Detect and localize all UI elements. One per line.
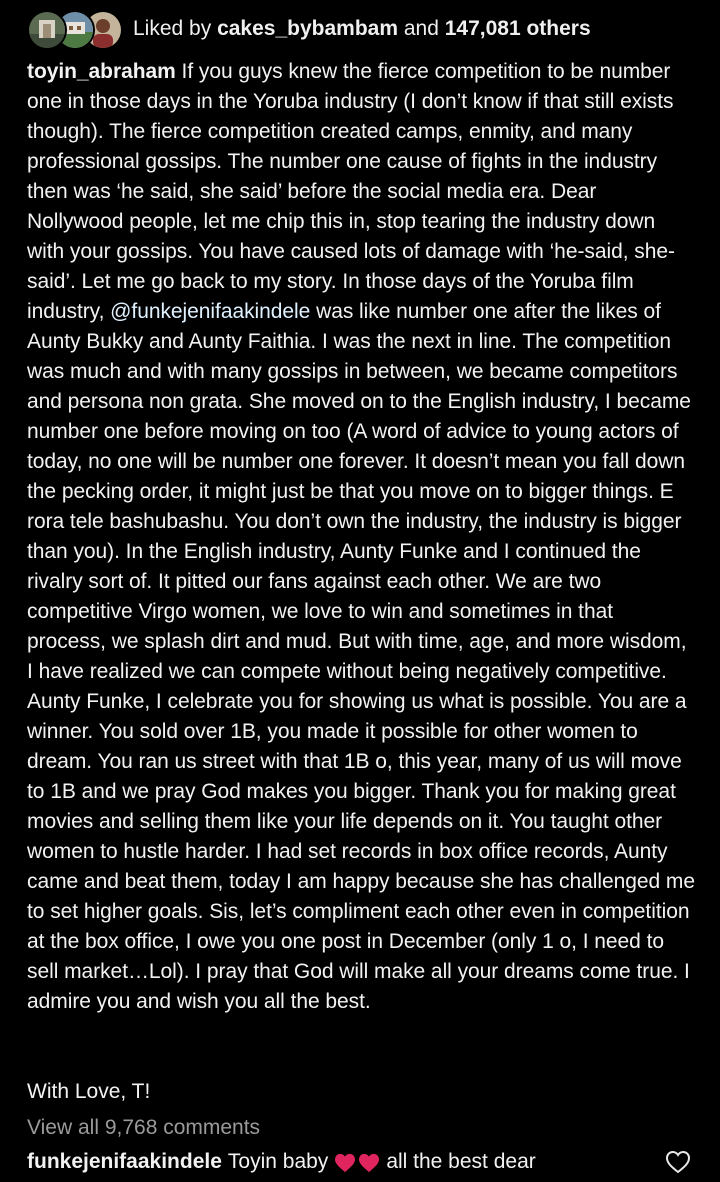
liker-username[interactable]: cakes_bybambam [217, 17, 399, 40]
caption-mention[interactable]: @funkejenifaakindele [110, 300, 311, 323]
red-heart-emoji-icon [358, 1152, 380, 1172]
caption-signoff: With Love, T! [27, 1080, 151, 1103]
comment-username[interactable]: funkejenifaakindele [27, 1150, 222, 1173]
post-username[interactable]: toyin_abraham [27, 60, 176, 83]
comment-text-before: Toyin baby [227, 1150, 329, 1173]
caption-text-part1: If you guys knew the fierce competition to be number one in those days in the Yoruba industry (I don’t know if that still exists though). The fierce competition created camps, enmity, and many professional gossips. The number one cause of fights in the industry then was ‘he said, she said’ before the social media era. Dear Nollywood people, let me chip this in, stop tearing the industry down with your gossips. You have caused lots of damage with ‘he-said, she-said’. Let me go back to my story. In those days of the Yoruba film industry, [27, 60, 675, 323]
post-caption [27, 57, 697, 1017]
red-heart-emoji-icon [334, 1152, 356, 1172]
liker-avatars[interactable] [27, 9, 119, 49]
comment-text-after: all the best dear [386, 1150, 536, 1173]
view-all-comments-link[interactable]: View all 9,768 comments [27, 1116, 261, 1139]
likes-connector: and [398, 17, 445, 40]
likes-prefix: Liked by [133, 17, 218, 40]
top-comment [27, 1147, 697, 1177]
heart-outline-icon[interactable] [665, 1150, 691, 1174]
likes-summary[interactable] [133, 17, 591, 41]
likes-row[interactable] [27, 8, 591, 50]
avatar [27, 10, 67, 50]
likes-count[interactable]: 147,081 others [444, 17, 591, 40]
caption-text-part2: was like number one after the likes of Aunty Bukky and Aunty Faithia. I was the next in line. The competition was much and with many gossips in between, we became competitors and persona non grata. She moved on to the English industry, I became number one before moving on too (A word of advice to young actors of today, no one will be number one forever. It doesn’t mean you fall down the pecking order, it might just be that you move on to bigger things. E rora tele bashubashu. You don’t own the industry, the industry is bigger than you). In the English industry, Aunty Funke and I continued the rivalry sort of. It pitted our fans against each other. We are two competitive Virgo women, we love to win and sometimes in that process, we splash dirt and mud. But with time, age, and more wisdom, I have realized we can compete without being negatively competitive. Aunty Funke, I celebrate you for showing us what is possible. You are a winner. You sold over 1B, you made it possible for other women to dream. You ran us street with that 1B o, this year, many of us will move to 1B and we pray God makes you bigger. Thank you for making great movies and selling them like your life depends on it. You taught other women to hustle harder. I had set records in box office records, Aunty came and beat them, today I am happy because she has challenged me to set higher goals. Sis, let’s compliment each other even in competition at the box office, I owe you one post in December (only 1 o, I need to sell market…Lol). I pray that God will make all your dreams come true. I admire you and wish you all the best. [27, 300, 695, 1013]
